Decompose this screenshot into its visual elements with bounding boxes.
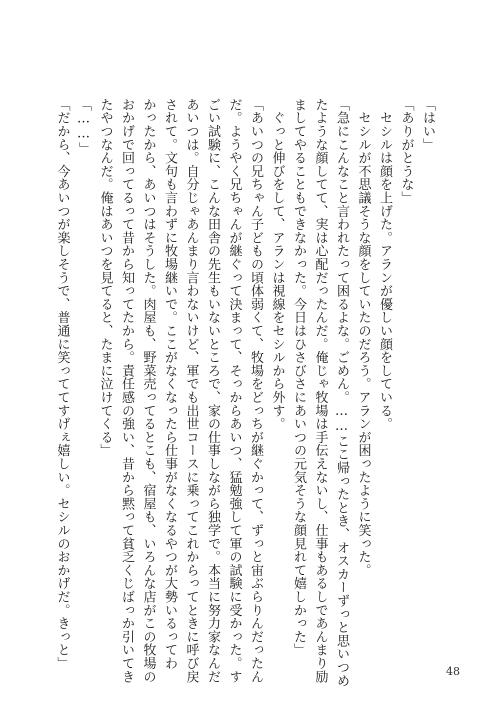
- text-line: 「だから、今あいつが楽しそうで、普通に笑っててすげぇ嬉しい。セシルのおかげだ。きっと」: [54, 98, 70, 670]
- text-line: 「……」: [76, 98, 91, 156]
- text-line: 「ありがとうな」: [398, 98, 414, 205]
- text-line: たやつなんだ。俺はあいつを見てると、たまに泣けてくる」: [97, 98, 113, 458]
- vertical-text-body: [54, 98, 438, 688]
- page-number: 48: [446, 665, 460, 678]
- text-line: ぐっと伸びをして、アランは視線をセシルから外す。: [269, 98, 285, 431]
- text-line: 「あいつの兄ちゃん子どもの頃体弱くて、牧場をどっちが継ぐかって、ずっと宙ぶらりんだったん: [248, 98, 263, 684]
- text-line: 「急にこんなこと言われたって困るよな。ごめん。……ここ帰ったとき、オスカーずっと思いつめ: [334, 98, 349, 688]
- text-line: セシルは顔を上げた。アランが優しい顔をしている。: [377, 98, 392, 431]
- text-line: ましてやることもできなかった。今日はひさびさにあいつの元気そうな顔見れて嬉しかった」: [291, 98, 306, 657]
- text-line: あいつは。自分じゃあんまり言わないけど、軍でも出世コースに乗ってこれからってときに呼び戻: [183, 98, 199, 684]
- text-line: ごい試験に、こんな田舎の先生もいないところで、家の仕事しながら独学で。本当に努力家なんだ: [205, 98, 220, 684]
- text-line: 「はい」: [420, 98, 435, 152]
- text-line: されて。文句も言わずに牧場継いで。ここがなくなったら仕事がなくなるやつが大勢いるってわ: [162, 98, 177, 670]
- text-line: かったから、あいつはそうした。肉屋も、野菜売ってるとこも、宿屋も、いろんな店がこの牧場の: [140, 98, 156, 684]
- text-line: だ。ようやく兄ちゃんが継ぐって決まって、そっからあいつ、猛勉強して軍の試験に受かった。す: [226, 98, 242, 684]
- text-line: おかげで回ってるって昔から知ってたから。責任感の強い、昔から黙って貧乏くじばっか引いてき: [119, 98, 134, 684]
- text-line: たような顔してて、実は心配だったんだ。俺じゃ牧場は手伝えないし、仕事もあるしであんまり励: [312, 98, 328, 684]
- text-line: セシルが不思議そうな顔をしていたのだろう。アランが困ったように笑った。: [355, 98, 371, 577]
